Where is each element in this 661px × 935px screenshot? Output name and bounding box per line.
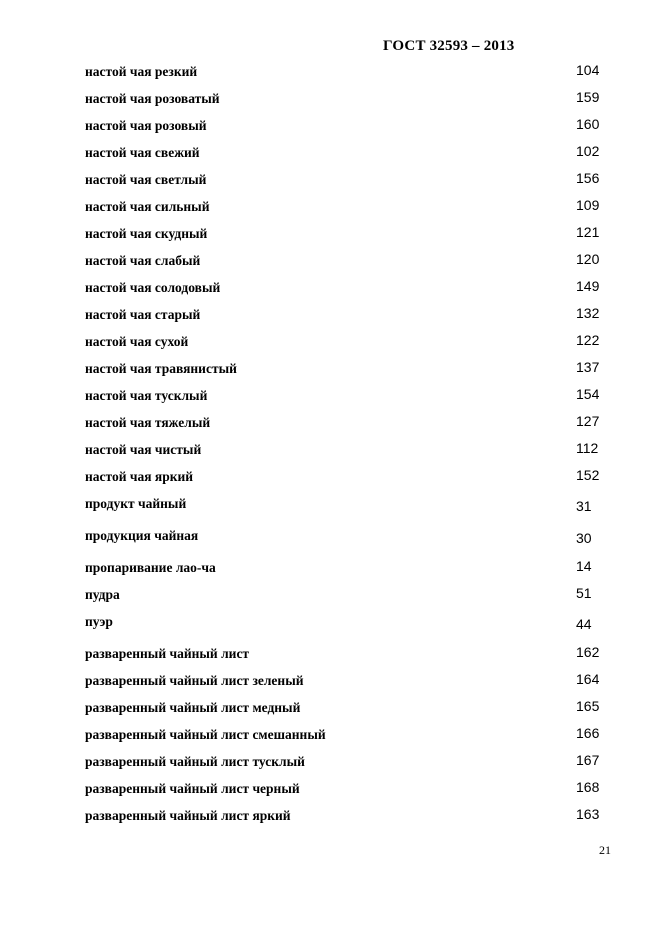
index-row: [85, 581, 605, 608]
index-term: разваренный чайный лист зеленый: [85, 673, 304, 688]
index-term: настой чая тяжелый: [85, 415, 211, 430]
index-term: разваренный чайный лист тусклый: [85, 754, 305, 769]
index-page-ref: 165: [576, 698, 600, 714]
index-term: разваренный чайный лист: [85, 646, 250, 661]
index-row: [85, 409, 605, 436]
index-row: [85, 554, 605, 581]
document-header: ГОСТ 32593 – 2013: [383, 38, 515, 54]
index-page-ref: 120: [576, 251, 600, 267]
index-page-ref: 152: [576, 467, 600, 483]
index-term: настой чая травянистый: [85, 361, 237, 376]
index-term: настой чая свежий: [85, 145, 200, 160]
index-page-ref: 127: [576, 413, 600, 429]
index-page-ref: 102: [576, 143, 600, 159]
index-page-ref: 163: [576, 806, 600, 822]
index-page-ref: 160: [576, 116, 600, 132]
index-row: [85, 721, 605, 748]
index-term: разваренный чайный лист черный: [85, 781, 300, 796]
index-term: настой чая старый: [85, 307, 201, 322]
index-row: [85, 640, 605, 667]
index-term: разваренный чайный лист яркий: [85, 808, 291, 823]
index-term: пуэр: [85, 614, 113, 629]
index-row: [85, 193, 605, 220]
index-page-ref: 122: [576, 332, 600, 348]
index-term: пропаривание лао-ча: [85, 560, 216, 575]
index-page-ref: 167: [576, 752, 600, 768]
index-row: [85, 328, 605, 355]
index-page-ref: 164: [576, 671, 600, 687]
index-row: [85, 802, 605, 829]
index-row: [85, 608, 605, 640]
index-row: [85, 463, 605, 490]
index-row: [85, 220, 605, 247]
index-row: [85, 775, 605, 802]
index-term: настой чая скудный: [85, 226, 208, 241]
index-row: [85, 139, 605, 166]
index-row: [85, 694, 605, 721]
index-row: [85, 490, 605, 522]
index-term: настой чая солодовый: [85, 280, 221, 295]
index-page-ref: 31: [576, 498, 592, 514]
index-term: настой чая тусклый: [85, 388, 208, 403]
index-page-ref: 51: [576, 585, 592, 601]
term-index: [85, 58, 605, 829]
index-page-ref: 168: [576, 779, 600, 795]
index-page-ref: 132: [576, 305, 600, 321]
index-term: настой чая светлый: [85, 172, 207, 187]
index-row: [85, 166, 605, 193]
index-row: [85, 85, 605, 112]
index-term: разваренный чайный лист смешанный: [85, 727, 326, 742]
index-page-ref: 109: [576, 197, 600, 213]
index-term: настой чая розоватый: [85, 91, 220, 106]
index-page-ref: 44: [576, 616, 592, 632]
index-row: [85, 522, 605, 554]
index-row: [85, 274, 605, 301]
index-page-ref: 156: [576, 170, 600, 186]
index-page-ref: 30: [576, 530, 592, 546]
index-term: продукт чайный: [85, 496, 187, 511]
index-term: настой чая сильный: [85, 199, 210, 214]
index-term: продукция чайная: [85, 528, 199, 543]
index-page-ref: 166: [576, 725, 600, 741]
index-term: настой чая сухой: [85, 334, 189, 349]
index-row: [85, 436, 605, 463]
index-row: [85, 247, 605, 274]
page-number: 21: [599, 843, 611, 857]
index-page-ref: 159: [576, 89, 600, 105]
index-term: настой чая резкий: [85, 64, 198, 79]
index-row: [85, 112, 605, 139]
index-row: [85, 355, 605, 382]
index-term: настой чая слабый: [85, 253, 201, 268]
index-row: [85, 667, 605, 694]
index-term: настой чая яркий: [85, 469, 194, 484]
index-term: настой чая розовый: [85, 118, 207, 133]
index-row: [85, 382, 605, 409]
index-term: пудра: [85, 587, 120, 602]
index-page-ref: 112: [576, 440, 599, 456]
index-term: настой чая чистый: [85, 442, 202, 457]
index-page-ref: 121: [576, 224, 600, 240]
index-page-ref: 14: [576, 558, 592, 574]
index-term: разваренный чайный лист медный: [85, 700, 301, 715]
index-row: [85, 748, 605, 775]
index-page-ref: 137: [576, 359, 600, 375]
index-row: [85, 301, 605, 328]
index-page-ref: 154: [576, 386, 600, 402]
index-page-ref: 104: [576, 62, 600, 78]
index-row: [85, 58, 605, 85]
index-page-ref: 162: [576, 644, 600, 660]
index-page-ref: 149: [576, 278, 600, 294]
